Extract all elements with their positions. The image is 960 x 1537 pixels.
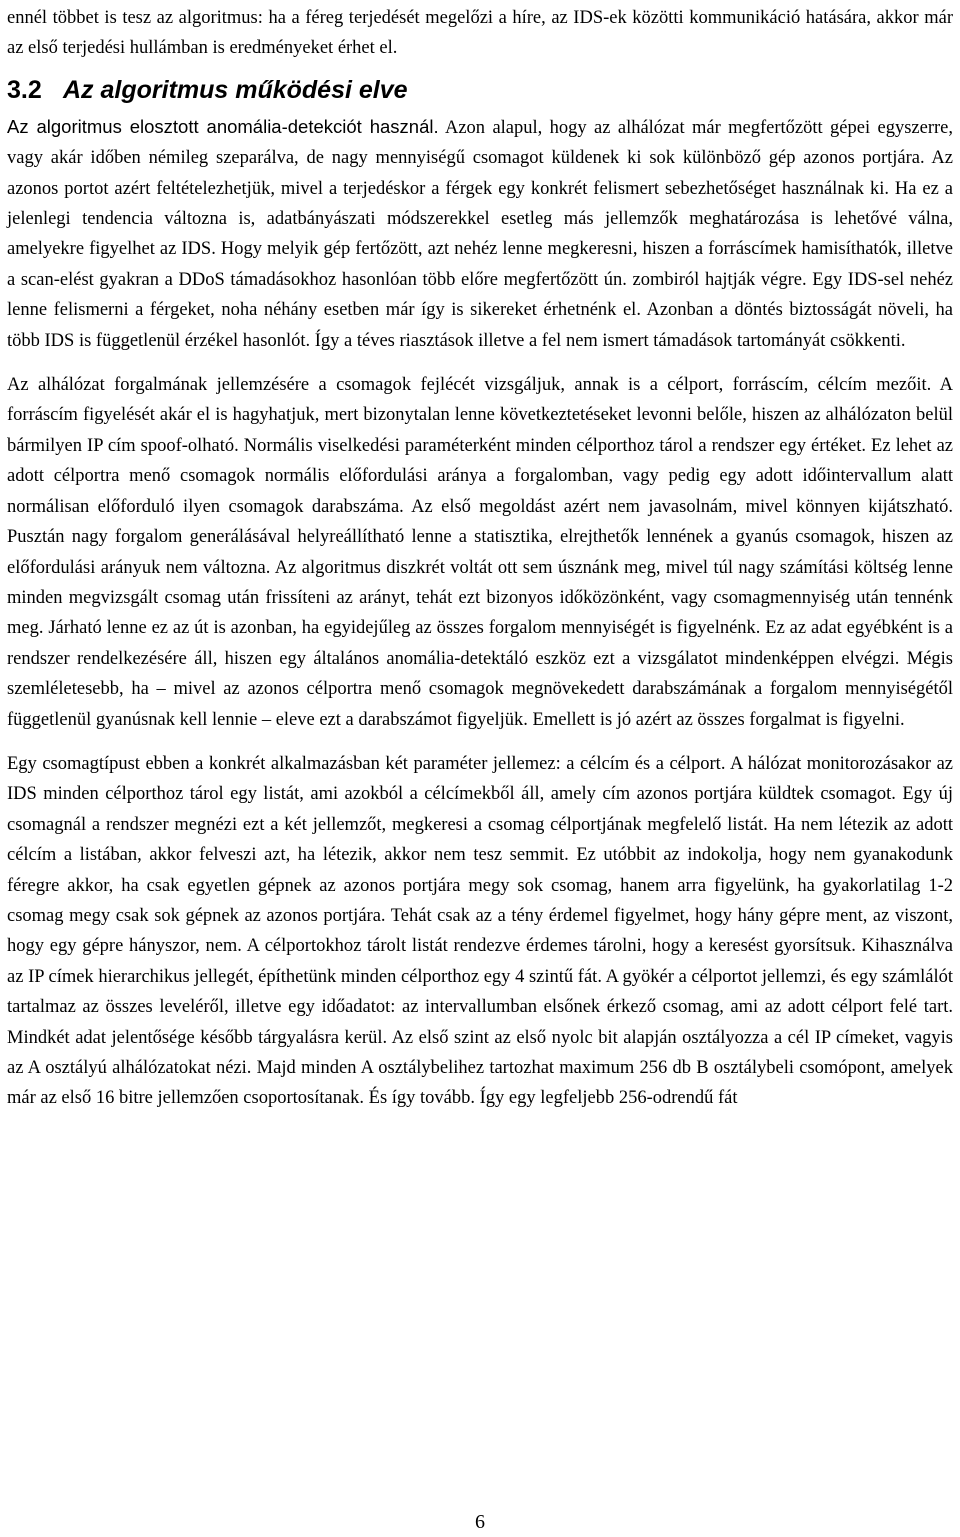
paragraph-1-text: Azon alapul, hogy az alhálózat már megfertőzött gépei egyszerre, vagy akár időben némileg szeparálva, de nagy mennyiségű csomagot küldenek ki sok különböző gép azonos portjára. Az azonos portot azért feltételezhetjük, mivel a terjedéskor a férgek egy konkrét felismert sebezhetőséget használnak ki. Ha ez a jelenlegi tendencia változna is, adatbányászati módszerekkel esetleg más jellemzők meghatározása is lehetővé válna, amelyekre figyelhet az IDS. Hogy melyik gép fertőzött, azt nehéz lenne megkeresni, hiszen a forráscímek hamisíthatók, illetve a scan-elést gyakran a DDoS támadásokhoz hasonlóan több előre megfertőzött ún. zombiról hajtják végre. Egy IDS-sel nehéz lenne felismerni a férgeket, noha néhány esetben már így is sikereket érhetnénk el. Azonban a döntés biztosságát növeli, ha több IDS is függetlenül érzékel hasonlót. Így a téves riasztások illetve a fel nem ismert támadások tartományát csökkenti. xyxy=(7,117,953,351)
paragraph-2: Az alhálózat forgalmának jellemzésére a csomagok fejlécét vizsgáljuk, annak is a célport, forráscím, célcím mezőit. A forráscím figyelését akár el is hagyhatjuk, mert bizonytalan lenne következtetéseket levonni belőle, hiszen az alhálózaton belül bármilyen IP cím spoof-olható. Normális viselkedési paraméterként minden célporthoz tárol a rendszer egy értéket. Ez lehet az adott célportra menő csomagok normális előfordulási aránya a forgalomban, vagy pedig egy adott időintervallum alatt normálisan előforduló ilyen csomagok darabszáma. Az első megoldást azért nem javasolnám, mivel könnyen kijátszható. Pusztán nagy forgalom generálásával helyreállítható lenne a statisztika, elrejthetők lennének a gyanús csomagok, hiszen az előfordulási arányuk nem változna. Az algoritmus diszkrét voltát ott sem úsznánk meg, mivel túl nagy számítási költség lenne minden megvizsgált csomag után frissíteni az arányt, tehát ezt bizonyos időközönként, vagy csomagmennyiség után tennénk meg. Járható lenne ez az út is azonban, ha egyidejűleg az összes forgalom mennyiségét is figyelnénk. Ez az adat egyébként is a rendszer rendelkezésére áll, hiszen egy általános anomália-detektáló eszköz ezt a vizsgálatot mindenképpen elvégzi. Mégis szemléletesebb, ha – mivel az azonos célportra menő csomagok megnövekedett darabszámának a forgalom mennyiségétől függetlenül gyanúsnak kell lennie – eleve ezt a darabszámot figyeljük. Emellett is jó azért az összes forgalmat is figyelni. xyxy=(7,375,953,730)
paragraph-1 xyxy=(7,112,953,356)
intro-paragraph: ennél többet is tesz az algoritmus: ha a féreg terjedését megelőzi a híre, az IDS-ek közötti kommunikáció hatására, akkor már az első terjedési hullámban is eredményeket érhet el. xyxy=(7,8,953,59)
page-number: 6 xyxy=(475,1511,485,1533)
paragraph-1-lead: Az algoritmus elosztott anomália-detekciót használ. xyxy=(7,115,439,137)
paragraph-3: Egy csomagtípust ebben a konkrét alkalmazásban két paraméter jellemez: a célcím és a célport. A hálózat monitorozásakor az IDS minden célporthoz tárol egy listát, ami azokból a célcímekből áll, amely cím azonos portjára küldtek csomagot. Egy új csomagnál a rendszer megnézi ezt a két jellemzőt, megkeresi a csomag célportjának megfelelő listát. Ha nem létezik az adott célcím a listában, akkor felveszi azt, ha létezik, akkor nem tesz semmit. Ez utóbbit az indokolja, hogy nem gyanakodunk féregre akkor, ha csak egyetlen gépnek az azonos portjára megy sok csomag, hanem arra figyelünk, ha gyakorlatilag 1-2 csomag megy csak sok gépnek az azonos portjára. Tehát csak az a tény érdemel figyelmet, hogy hány gépre ment, az viszont, hogy egy gépre hányszor, nem. A célportokhoz tárolt listát rendezve érdemes tárolni, hogy a keresést gyorsítsuk. Kihasználva az IP címek hierarchikus jellegét, építhetünk minden célporthoz egy 4 szintű fát. A gyökér a célportot jellemzi, és egy számlálót tartalmaz az összes leveléről, illetve egy időadatot: az intervallumban elsőnek érkező csomag, ami az adott célport felé tart. Mindkét adat jelentősége később tárgyalásra kerül. Az első szint az első nyolc bit alapján osztályozza a cél IP címeket, vagyis az A osztályú alhálózatokat nézi. Majd minden A osztálybelihez tartozhat maximum 256 db B osztálybeli csomópont, amelyek már az első 16 bitre jellemzően csoportosítanak. És így tovább. Így egy legfeljebb 256-odrendű fát xyxy=(7,753,953,1109)
document-page xyxy=(7,0,953,1114)
section-title: Az algoritmus működési elve xyxy=(63,75,408,104)
section-number: 3.2 xyxy=(7,75,42,104)
section-heading xyxy=(7,74,953,106)
